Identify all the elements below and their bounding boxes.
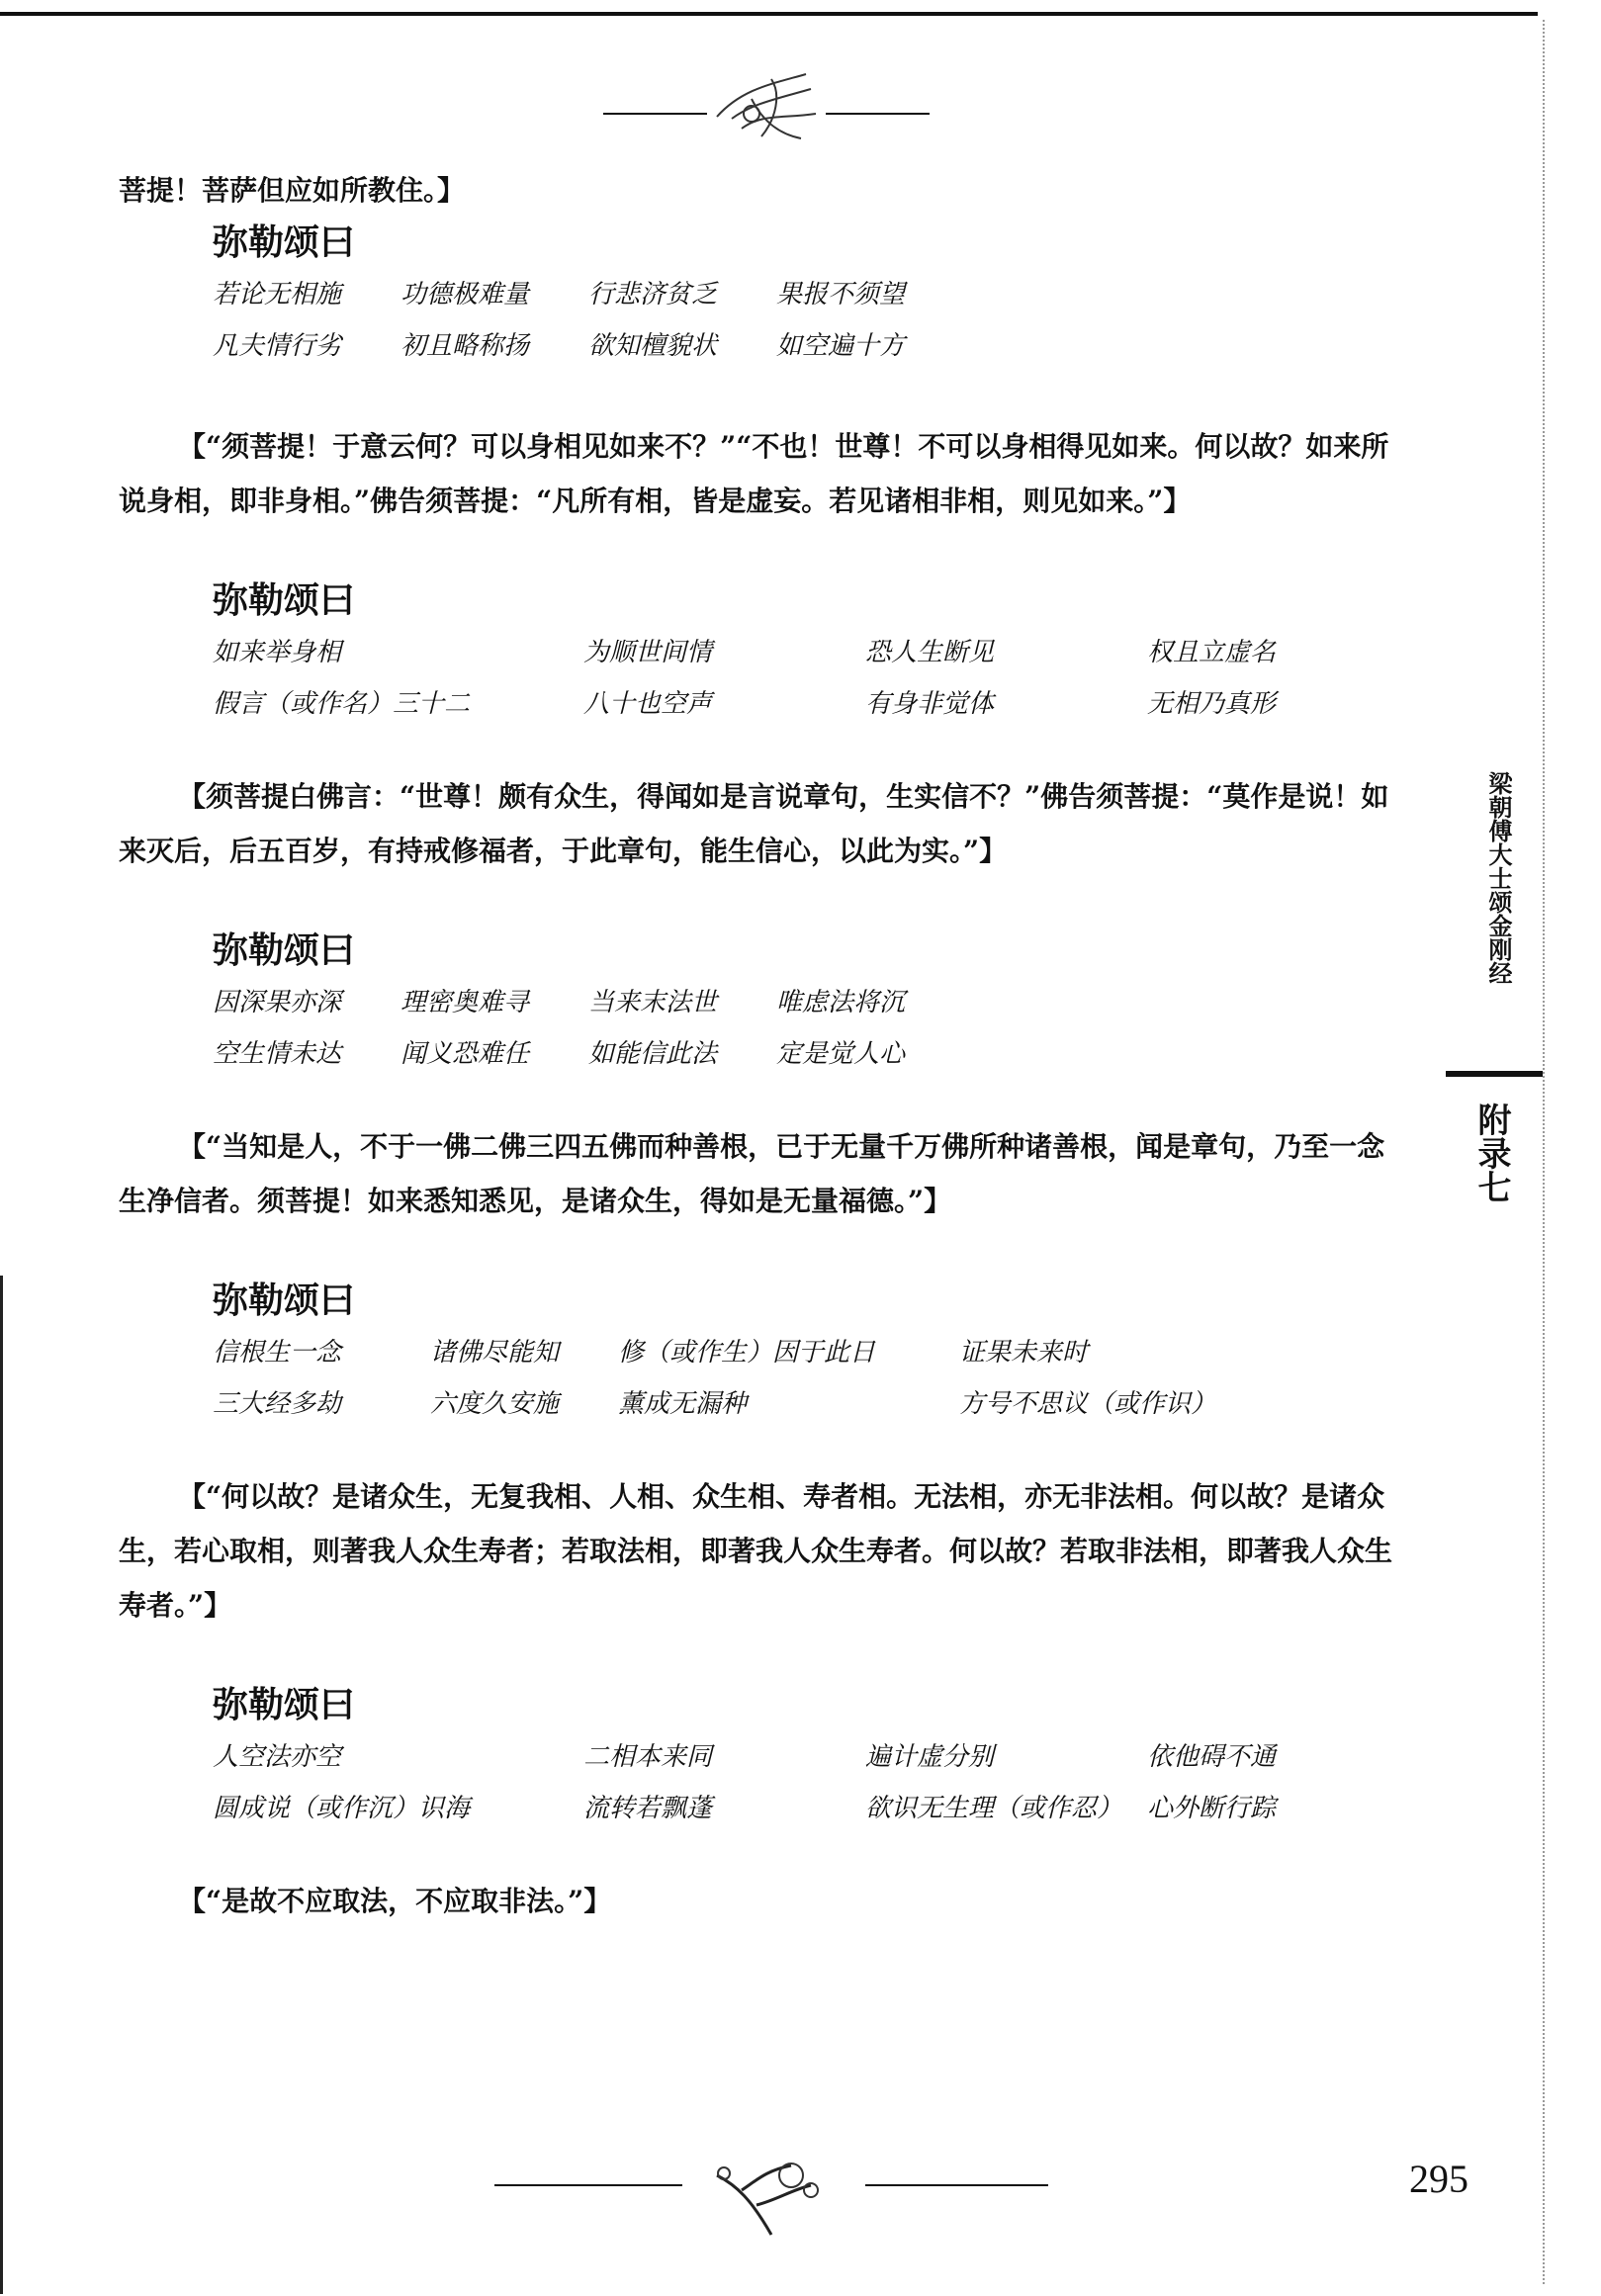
verse-line: 依他碍不通 (1147, 1742, 1277, 1772)
appendix-label: 附录七 (1471, 1103, 1511, 1203)
verse-line: 心外断行踪 (1147, 1794, 1277, 1823)
verse-line: 诸佛尽能知 (430, 1338, 560, 1368)
verse-block (119, 575, 1404, 730)
verse-line: 唯虑法将沉 (776, 988, 906, 1017)
verse-row (213, 1378, 1350, 1430)
verse-row (213, 678, 1350, 730)
verse-row (213, 1327, 1350, 1378)
verse-block (119, 1276, 1404, 1430)
verse-line: 恐人生断见 (865, 638, 995, 667)
verse-line: 如能信此法 (588, 1039, 718, 1069)
prose-paragraph: 【“当知是人，不于一佛二佛三四五佛而种善根，已于无量千万佛所种诸善根，闻是章句，乃至一念生净信者。须菩提！如来悉知悉见，是诸众生，得如是无量福德。”】 (119, 1130, 1385, 1217)
verse-line: 若论无相施 (213, 280, 342, 309)
verse-line: 权且立虚名 (1147, 638, 1277, 667)
verse-block (119, 1680, 1404, 1834)
verse-line: 欲识无生理（或作忍） (865, 1794, 1123, 1823)
prose-paragraph: 【“须菩提！于意云何？可以身相见如来不？”“不也！世尊！不可以身相得见如来。何以故？如来所说身相，即非身相。”佛告须菩提：“凡所有相，皆是虚妄。若见诸相非相，则见如来。”】 (119, 430, 1389, 517)
verse-line: 圆成说（或作沉）识海 (213, 1794, 471, 1823)
verse-line: 凡夫情行劣 (213, 331, 342, 361)
verse-line: 方号不思议（或作识） (959, 1389, 1217, 1419)
verse-title: 弥勒颂曰 (213, 580, 356, 621)
verse-line: 修（或作生）因于此日 (618, 1338, 876, 1368)
verse-line: 如来举身相 (213, 638, 342, 667)
verse-row (213, 1028, 1350, 1080)
verse-line: 欲知檀貌状 (588, 331, 718, 361)
verse-line: 定是觉人心 (776, 1039, 906, 1069)
left-margin-bar (0, 1276, 3, 2294)
verse-line: 有身非觉体 (865, 689, 995, 719)
bottom-ornament-icon (494, 2146, 1048, 2245)
verse-line: 果报不须望 (776, 280, 906, 309)
verse-line: 人空法亦空 (213, 1742, 342, 1772)
verse-line: 三大经多劫 (213, 1389, 342, 1419)
page-edge-dots (1543, 20, 1545, 2284)
verse-line: 信根生一念 (213, 1338, 342, 1368)
verse-line: 理密奥难寻 (400, 988, 530, 1017)
verse-line: 空生情未达 (213, 1039, 342, 1069)
running-book-title: 梁朝傅大士颂金刚经 (1484, 771, 1513, 985)
verse-title: 弥勒颂曰 (213, 930, 356, 971)
verse-row (213, 269, 1350, 320)
verse-line: 二相本来同 (583, 1742, 713, 1772)
verse-line: 八十也空声 (583, 689, 713, 719)
top-ornament-icon (603, 59, 930, 148)
verse-line: 流转若飘蓬 (583, 1794, 713, 1823)
verse-row (213, 977, 1350, 1028)
page-body (119, 163, 1404, 1928)
prose-paragraph: 菩提！菩萨但应如所教住。】 (119, 174, 466, 207)
verse-line: 薰成无漏种 (618, 1389, 748, 1419)
verse-line: 初且略称扬 (400, 331, 530, 361)
verse-line: 遍计虚分别 (865, 1742, 995, 1772)
verse-line: 为顺世间情 (583, 638, 713, 667)
verse-line: 无相乃真形 (1147, 689, 1277, 719)
prose-paragraph: 【“是故不应取法，不应取非法。”】 (178, 1885, 612, 1917)
verse-row (213, 1783, 1350, 1834)
verse-line: 当来末法世 (588, 988, 718, 1017)
verse-line: 六度久安施 (430, 1389, 560, 1419)
verse-block (119, 926, 1404, 1080)
page-number: 295 (1409, 2157, 1468, 2201)
verse-line: 假言（或作名）三十二 (213, 689, 471, 719)
verse-block (119, 218, 1404, 372)
verse-line: 行悲济贫乏 (588, 280, 718, 309)
prose-paragraph: 【“何以故？是诸众生，无复我相、人相、众生相、寿者相。无法相，亦无非法相。何以故？是诸众生，若心取相，则著我人众生寿者；若取法相，即著我人众生寿者。何以故？若取非法相，即著我人众生寿者。”】 (119, 1480, 1393, 1622)
verse-row (213, 627, 1350, 678)
side-rule (1446, 1071, 1543, 1077)
verse-line: 因深果亦深 (213, 988, 342, 1017)
verse-line: 功德极难量 (400, 280, 530, 309)
verse-title: 弥勒颂曰 (213, 222, 356, 263)
verse-title: 弥勒颂曰 (213, 1280, 356, 1321)
top-rule (0, 12, 1538, 16)
verse-line: 闻义恐难任 (400, 1039, 530, 1069)
verse-line: 如空遍十方 (776, 331, 906, 361)
verse-row (213, 1731, 1350, 1783)
prose-paragraph: 【须菩提白佛言：“世尊！颇有众生，得闻如是言说章句，生实信不？”佛告须菩提：“莫作是说！如来灭后，后五百岁，有持戒修福者，于此章句，能生信心，以此为实。”】 (119, 780, 1389, 867)
verse-line: 证果未来时 (959, 1338, 1089, 1368)
verse-title: 弥勒颂曰 (213, 1685, 356, 1725)
verse-row (213, 320, 1350, 372)
